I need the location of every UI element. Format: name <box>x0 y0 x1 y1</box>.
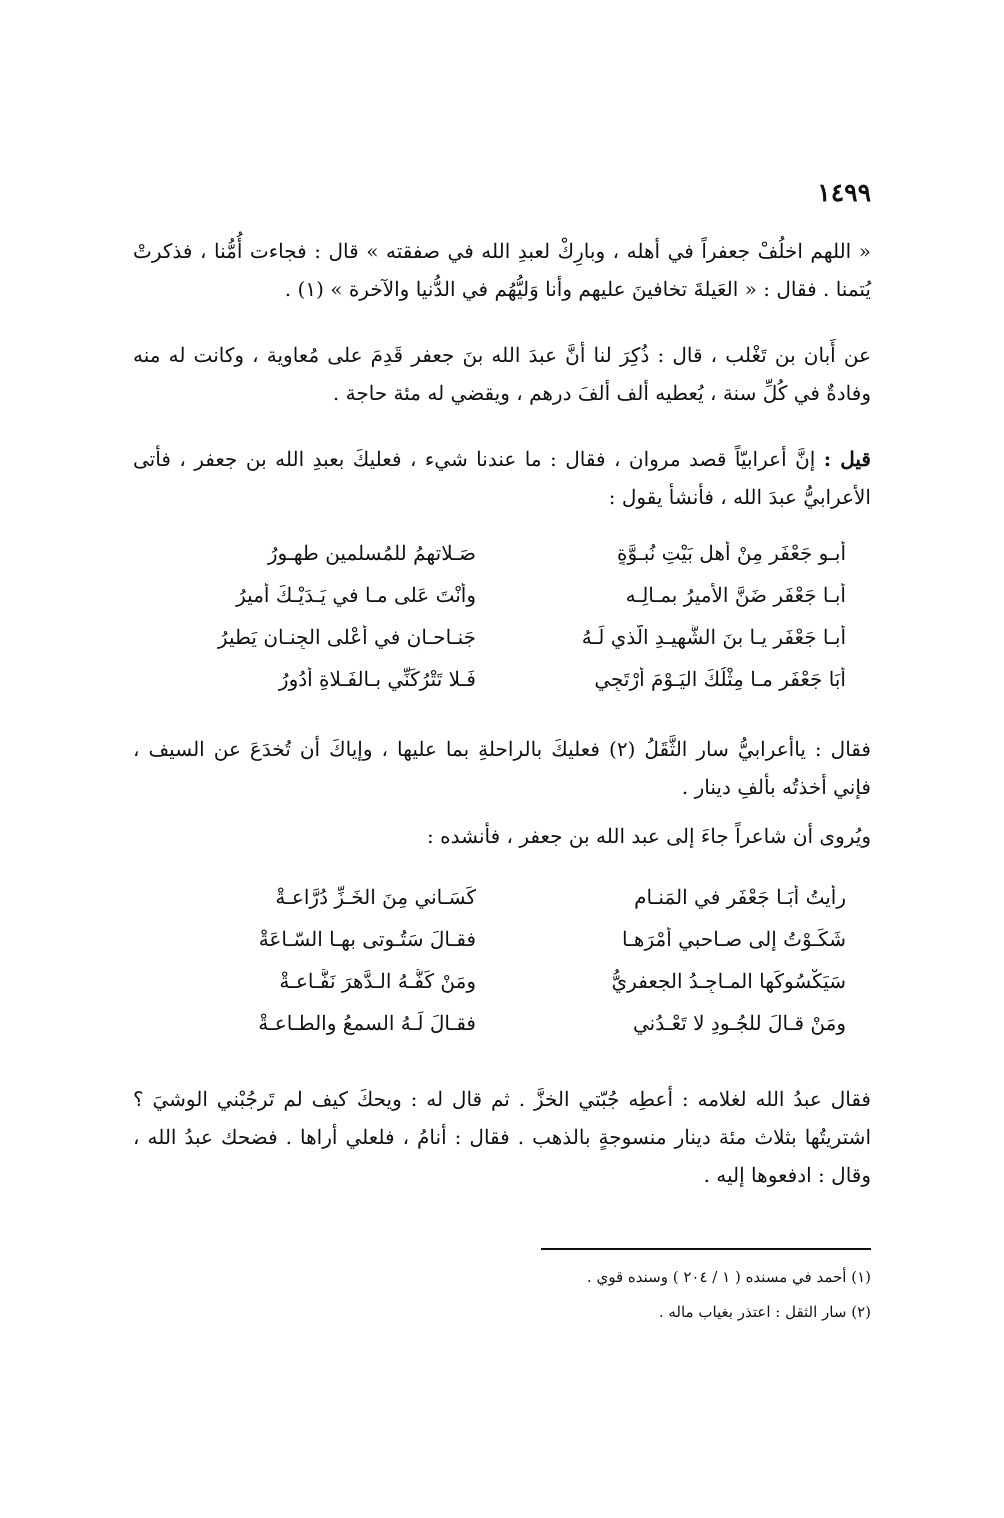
page-number: ١٤٩٩ <box>817 178 871 207</box>
footnote-2: (٢) سار الثقل : اعتذر بغياب ماله . <box>658 1303 871 1321</box>
paragraph-1: « اللهم اخلُفْ جعفراً في أهله ، وبارِكْ لعبدِ الله في صفقته » قال : فجاءت أُمُّنا ، فذكرتْ يُتمنا . فقال : « العَيلةَ تخافينَ عليهم وأنا وَليُّهُم في الدُّنيا والآخرة » (١) . <box>133 239 871 301</box>
poem-1-verse-3-second: جَنـاحـانِ في أعْلى الجِنـانِ يَطيرُ <box>217 625 476 649</box>
footnote-divider <box>541 1248 871 1250</box>
poem-1-verse-4-second: فَـلا تَتْرُكَنِّي بـالفَـلاةِ أدُورُ <box>278 667 476 691</box>
poem-1-verse-1-first: أبـو جَعْفَرٍ مِنْ أهلِ بَيْتِ نُبـوَّةٍ <box>617 541 846 565</box>
poem-2 <box>156 885 846 1053</box>
paragraph-6: فقال عبدُ الله لغلامه : أعطِه جُبّتي الخزَّ . ثم قال له : ويحكَ كيف لم تَرجُبْني الوشيَ ؟ اشتريتُها بثلاث مئة دينار منسوجةٍ بالذهب . فقال : أنامُ ، فلعلي أراها . فضحك عبدُ الله ، وقال : ادفعوها إليه . <box>133 1087 871 1187</box>
poem-1-verse-3-first: أبـا جَعْفَرٍ يـا بنَ الشَّهيـدِ الَّذي لَـهُ <box>581 625 846 649</box>
paragraph-2: عن أَبان بن تَغْلب ، قال : ذُكِرَ لنا أنَّ عبدَ الله بنَ جعفر قَدِمَ على مُعاوية ، وكانت له منه وفادةٌ في كُلِّ سنة ، يُعطيه ألف ألفَ درهم ، ويقضي له مئة حاجة . <box>133 343 871 405</box>
poem-1-verse-2-second: وأنْتَ عَلى مـا في يَـدَيْـكَ أميرُ <box>236 583 476 607</box>
poem-1-verse-1-second: صَـلاتهمُ للمُسلمين طهـورُ <box>267 541 476 565</box>
poem-1-verse <box>156 625 846 667</box>
poem-1-verse-4-first: أبَا جَعْفَرٍ مـا مِثْلُكَ اليَـوْمَ أرْتَجِي <box>594 667 846 691</box>
poem-2-verse-3-second: ومَنْ كَفُّـهُ الـدَّهرَ نَفَّـاعـةْ <box>279 969 476 993</box>
poem-2-verse <box>156 885 846 927</box>
poem-2-verse <box>156 969 846 1011</box>
poem-2-verse-1-second: كَسَـاني مِنَ الخَـزِّ دُرَّاعـةْ <box>275 885 476 909</box>
paragraph-3 <box>133 440 871 516</box>
poem-2-verse-3-first: سَيَكْسُوكَها المـاجِـدُ الجعفريُّ <box>611 969 846 993</box>
poem-1-verse <box>156 667 846 709</box>
poem-2-verse-1-first: رأيتُ أبَـا جَعْفَرٍ في المَنـام <box>634 885 846 909</box>
poem-2-verse-2-second: فقـالَ سَتُـوتى بهـا السّـاعَةْ <box>258 927 476 951</box>
poem-2-verse <box>156 1011 846 1053</box>
poem-1-verse <box>156 583 846 625</box>
paragraph-4: فقال : ياأعرابيُّ سار الثَّقَلُ (٢) فعليكَ بالراحلةِ بما عليها ، وإياكَ أن تُخدَعَ عن السيف ، فإني أخذتُه بألفِ دينار . <box>133 737 871 799</box>
poem-1-verse-2-first: أبـا جَعْفَرٍ ضَنَّ الأميرُ بمـالِـه <box>625 583 846 607</box>
poem-2-verse-2-first: شَكَـوْتُ إلى صـاحبي أمْرَهـا <box>621 927 846 951</box>
paragraph-3-body: إنَّ أعرابيّاً قصد مروان ، فقال : ما عندنا شيء ، فعليكَ بعبدِ الله بن جعفر ، فأتى الأعرابيُّ عبدَ الله ، فأنشأ يقول : <box>133 447 871 509</box>
paragraph-5: ويُروى أن شاعراً جاءَ إلى عبد الله بن جعفر ، فأنشده : <box>427 824 871 848</box>
poem-2-verse <box>156 927 846 969</box>
poem-2-verse-4-first: ومَنْ قـالَ للجُـودِ لا تَعْـدُني <box>632 1011 846 1035</box>
poem-1-verse <box>156 541 846 583</box>
poem-2-verse-4-second: فقـالَ لَـهُ السمعُ والطـاعـةْ <box>258 1011 476 1035</box>
poem-1 <box>156 541 846 709</box>
footnote-1: (١) أحمد في مسنده ( ١ / ٢٠٤ ) وسنده قوي . <box>586 1268 871 1286</box>
paragraph-3-lead: قيل : <box>823 447 871 471</box>
